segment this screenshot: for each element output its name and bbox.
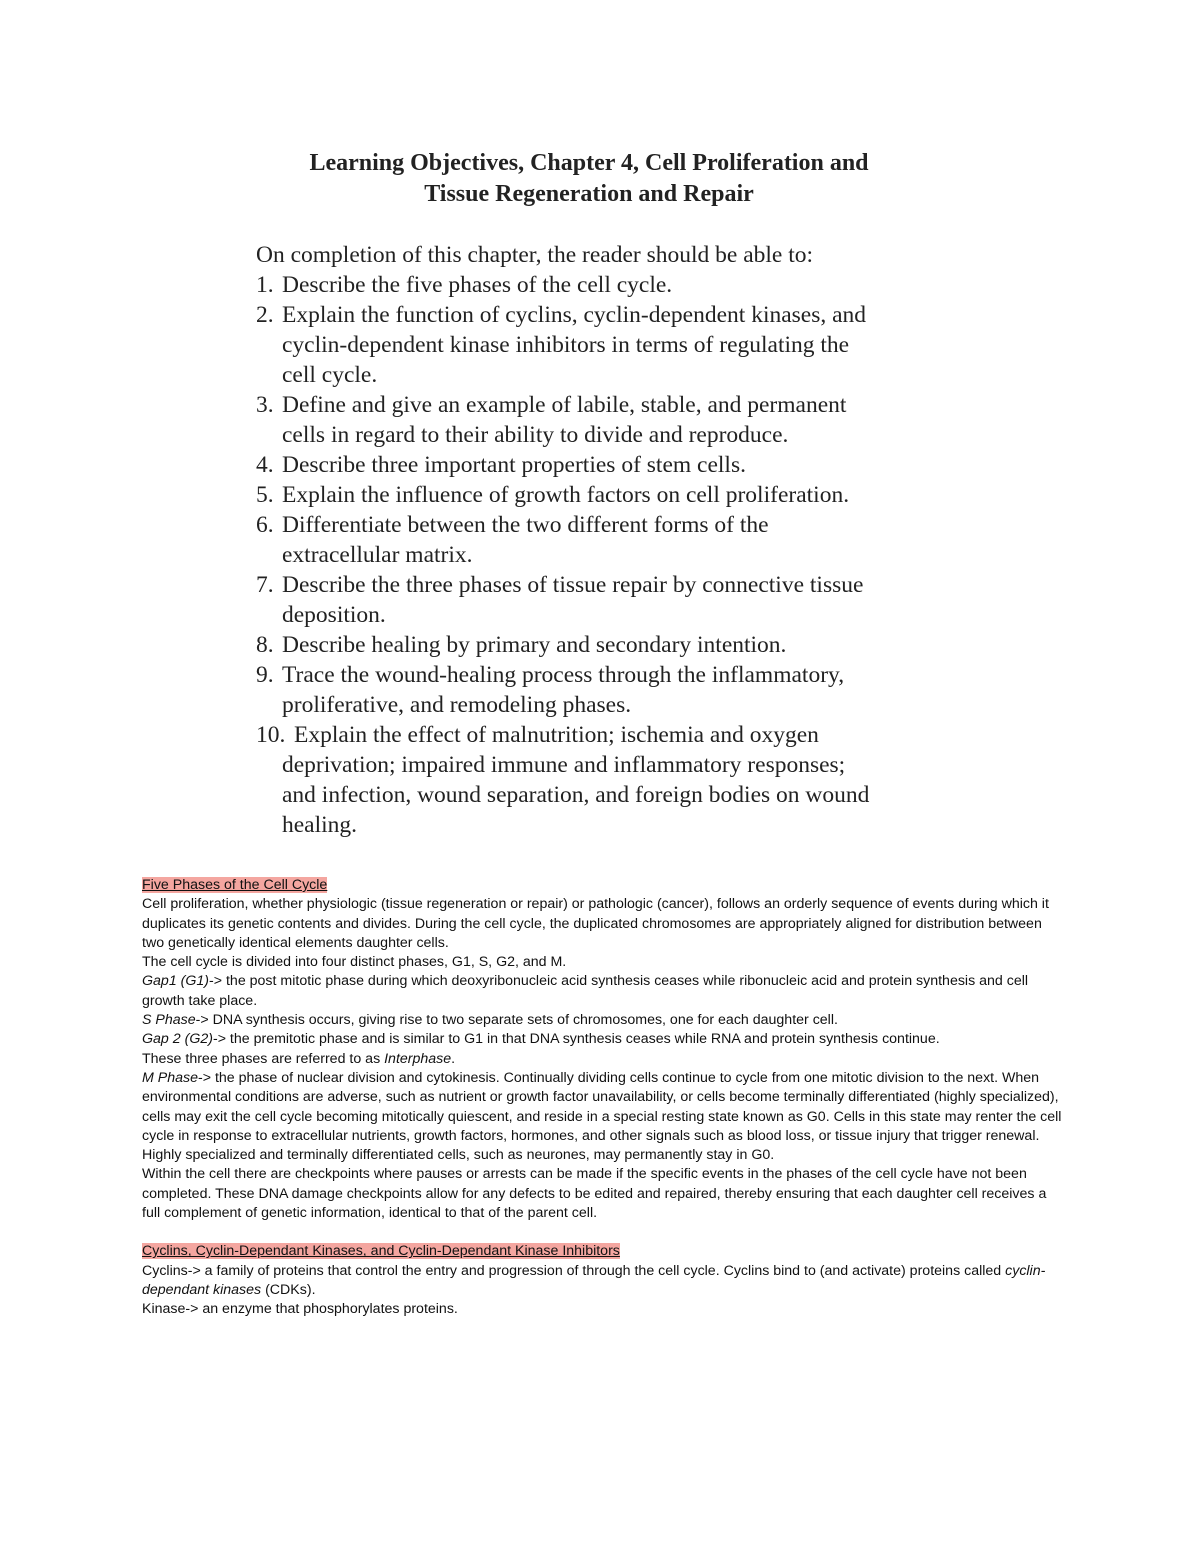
objective-item [256,720,956,840]
objective-line: cell cycle. [282,362,378,388]
objective-line: cells in regard to their ability to divide and reproduce. [282,422,789,448]
paragraph-four-phases: The cell cycle is divided into four distinct phases, G1, S, G2, and M. [142,954,567,971]
objective-line: cyclin-dependent kinase inhibitors in terms of regulating the [282,332,850,358]
objective-number: 10. [256,722,286,748]
objective-line: Explain the effect of malnutrition; ischemia and oxygen [294,722,819,748]
section-heading-cell-cycle: Five Phases of the Cell Cycle [142,877,328,893]
objective-item [256,660,956,720]
chapter-title [248,148,930,210]
term-cdk: cyclin-dependant kinases [142,1262,1046,1298]
section-spacer [142,1223,1067,1242]
objective-line: proliferative, and remodeling phases. [282,692,632,718]
objective-number: 3. [256,392,274,418]
s-phase-description: -> DNA synthesis occurs, giving rise to two separate sets of chromosomes, one for each daughter cell. [195,1012,838,1029]
objective-number: 6. [256,512,274,538]
objective-number: 1. [256,272,274,298]
paragraph-g2 [142,1030,1067,1049]
objective-line: Trace the wound-healing process through the inflammatory, [282,662,845,688]
objective-line: Differentiate between the two different forms of the [282,512,769,538]
m-phase-description: -> the phase of nuclear division and cytokinesis. Continually dividing cells continue to cycle from one mitotic division to the next. When environmental conditions are adverse, such as nutrient or growth factor unavailability, or cells become terminally differentiated (highly specialized), cells may exit the cell cycle becoming mitotically quiescent, and reside in a special resting state known as G0. Cells in this state may renter the cell cycle in response to extracellular nutrients, growth factors, hormones, and other signals such as blood loss, or tissue injury that trigger renewal. Highly specialized and terminally differentiated cells, such as neurones, may permanently stay in G0. [142,1069,1062,1164]
objective-line: Describe three important properties of stem cells. [282,452,746,478]
paragraph-g1 [142,972,1067,1011]
cyclins-text-b: (CDKs). [261,1281,316,1298]
term-g1: Gap1 (G1) [142,973,210,990]
objective-line: extracellular matrix. [282,542,473,568]
objective-line: Describe the five phases of the cell cycle. [282,272,673,298]
study-notes [142,876,1067,1320]
g2-description: -> the premitotic phase and is similar to G1 in that DNA synthesis ceases while RNA and protein synthesis continue. [212,1031,940,1048]
objective-line: deprivation; impaired immune and inflammatory responses; [282,752,846,778]
objective-item [256,480,956,510]
objective-line: Explain the influence of growth factors on cell proliferation. [282,482,850,508]
objectives-intro: On completion of this chapter, the reader should be able to: [256,242,814,268]
g1-description: -> the post mitotic phase during which deoxyribonucleic acid synthesis ceases while ribonucleic acid and protein synthesis and cell growth take place. [142,973,1029,1009]
chapter-title-line-1: Learning Objectives, Chapter 4, Cell Proliferation and [309,150,869,176]
objectives-list [256,270,956,840]
objective-item [256,450,956,480]
objective-number: 5. [256,482,274,508]
objective-number: 7. [256,572,274,598]
objective-item [256,300,956,390]
interphase-prefix: These three phases are referred to as [142,1050,385,1067]
term-g2: Gap 2 (G2) [142,1031,213,1048]
objective-item [256,390,956,450]
paragraph-cell-proliferation: Cell proliferation, whether physiologic (tissue regeneration or repair) or pathologic (cancer), follows an orderly sequence of events during which it duplicates its genetic contents and divides. During the cell cycle, the duplicated chromosomes are appropriately aligned for distribution between two genetically identical elements daughter cells. [142,896,1049,951]
objective-line: Define and give an example of labile, stable, and permanent [282,392,847,418]
objective-line: Explain the function of cyclins, cyclin-dependent kinases, and [282,302,867,328]
objective-number: 4. [256,452,274,478]
objective-line: Describe the three phases of tissue repair by connective tissue [282,572,864,598]
objective-line: Describe healing by primary and secondary intention. [282,632,787,658]
objective-number: 8. [256,632,274,658]
paragraph-checkpoints: Within the cell there are checkpoints where pauses or arrests can be made if the specific events in the phases of the cell cycle have not been completed. These DNA damage checkpoints allow for any defects to be edited and repaired, thereby ensuring that each daughter cell receives a full complement of genetic information, identical to that of the parent cell. [142,1166,1047,1222]
objective-number: 9. [256,662,274,688]
objective-line: healing. [282,812,358,838]
interphase-suffix: . [451,1050,456,1067]
objective-item [256,630,956,660]
paragraph-cyclins [142,1262,1067,1301]
objective-line: and infection, wound separation, and foreign bodies on wound [282,782,870,808]
chapter-title-line-2: Tissue Regeneration and Repair [424,181,754,207]
section-heading-cyclins: Cyclins, Cyclin-Dependant Kinases, and Cyclin-Dependant Kinase Inhibitors [142,1243,620,1260]
objective-line: deposition. [282,602,386,628]
paragraph-m-phase [142,1069,1067,1165]
objective-item [256,570,956,630]
term-m-phase: M Phase [142,1069,198,1086]
cyclins-text-a: Cyclins-> a family of proteins that control the entry and progression of through the cell cycle. Cyclins bind to (and activate) proteins called [142,1262,1006,1279]
paragraph-s-phase [142,1011,1067,1030]
objective-item [256,510,956,570]
term-s-phase: S Phase [142,1012,196,1029]
objective-item [256,270,956,300]
paragraph-interphase [142,1050,1067,1069]
learning-objectives-block [256,148,956,840]
term-interphase: Interphase [384,1050,452,1067]
paragraph-kinase: Kinase-> an enzyme that phosphorylates proteins. [142,1301,458,1318]
objective-number: 2. [256,302,274,328]
